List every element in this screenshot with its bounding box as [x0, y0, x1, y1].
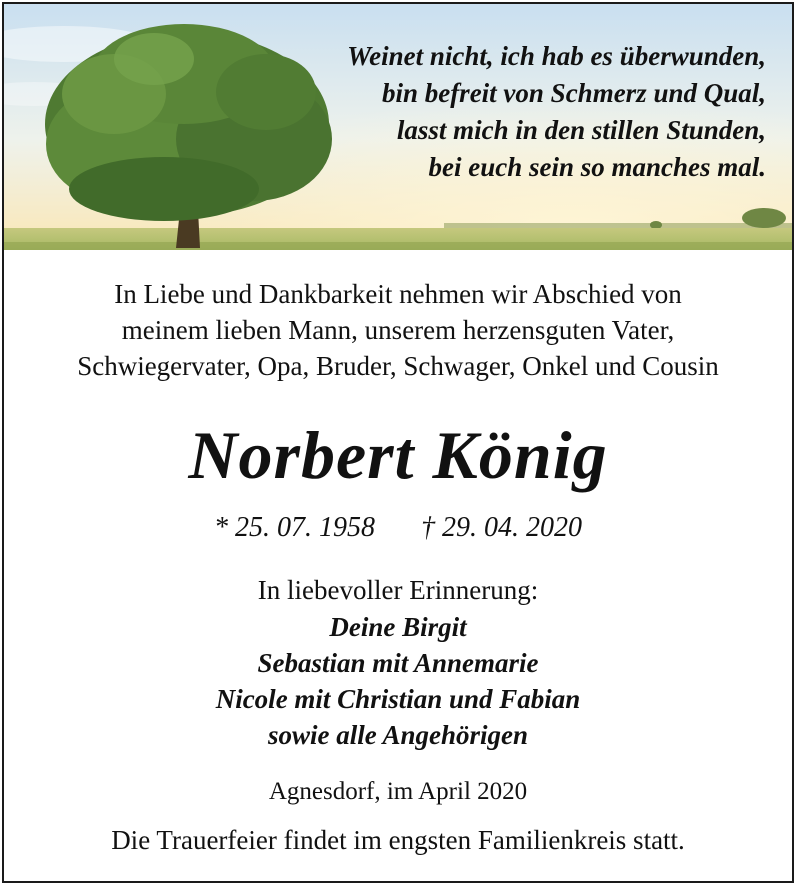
poem-line: lasst mich in den stillen Stunden,	[396, 115, 766, 145]
header-image	[4, 4, 792, 250]
deceased-name: Norbert König	[188, 417, 608, 493]
place-date: Agnesdorf, im April 2020	[268, 778, 528, 805]
intro-text	[4, 276, 792, 384]
poem-line: bei euch sein so manches mal.	[428, 152, 766, 182]
family-list	[4, 609, 792, 753]
poem	[347, 38, 766, 186]
obituary-card	[2, 2, 794, 883]
life-dates	[4, 510, 792, 546]
intro-line: meinem lieben Mann, unserem herzensguten Vater,	[121, 315, 675, 345]
intro-line: Schwiegervater, Opa, Bruder, Schwager, Onkel und Cousin	[77, 351, 719, 381]
intro-line: In Liebe und Dankbarkeit nehmen wir Abschied von	[114, 279, 682, 309]
distant-tree	[742, 208, 786, 228]
birth-date: * 25. 07. 1958	[214, 512, 375, 543]
poem-line: bin befreit von Schmerz und Qual,	[381, 78, 766, 108]
family-member: sowie alle Angehörigen	[267, 720, 529, 750]
family-member: Sebastian mit Annemarie	[257, 648, 539, 678]
family-member: Deine Birgit	[329, 612, 467, 642]
death-date: † 29. 04. 2020	[421, 512, 582, 543]
memory-label: In liebevoller Erinnerung:	[257, 575, 539, 605]
funeral-note: Die Trauerfeier findet im engsten Familienkreis statt.	[111, 825, 685, 855]
family-member: Nicole mit Christian und Fabian	[215, 684, 581, 714]
poem-line: Weinet nicht, ich hab es überwunden,	[347, 41, 766, 71]
